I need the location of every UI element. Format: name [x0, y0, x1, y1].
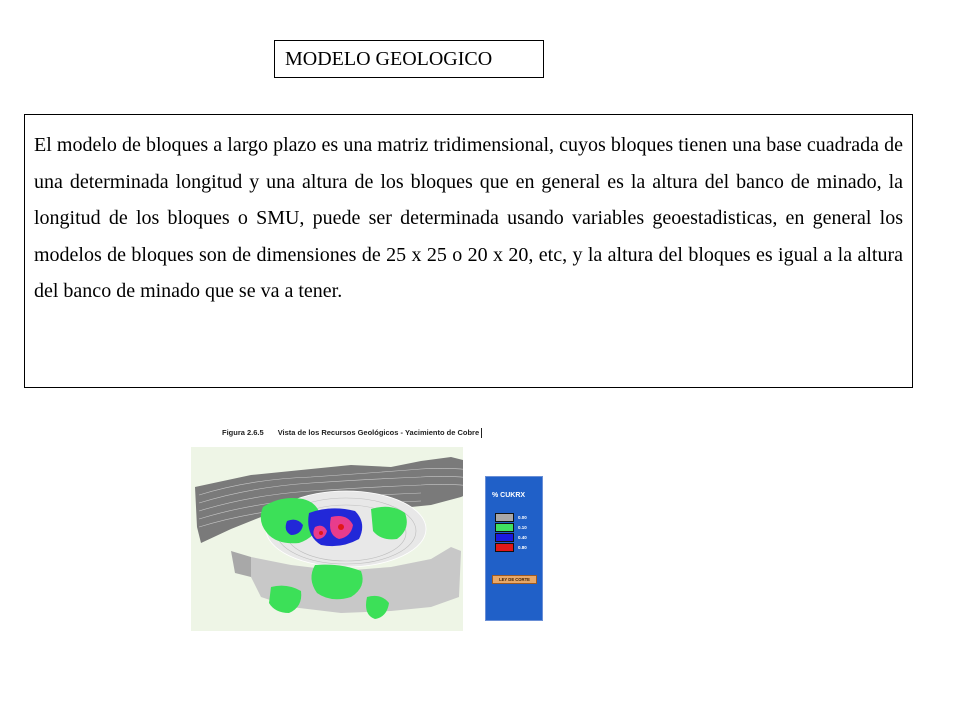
legend-swatch-red: [495, 543, 514, 552]
geological-model-3d-view: [191, 447, 483, 631]
figure-caption-text: Vista de los Recursos Geológicos - Yacimiento de Cobre: [277, 428, 480, 437]
figure-caption: [222, 428, 482, 438]
slide-title: [274, 40, 544, 78]
figure-number: Figura 2.6.5: [222, 428, 264, 437]
slide-title-text: MODELO GEOLOGICO: [285, 47, 493, 70]
grade-legend-panel: [485, 476, 543, 621]
legend-item: [495, 513, 541, 523]
legend-value: 0.10: [518, 525, 527, 530]
legend-title: % CUKRX: [492, 492, 526, 499]
legend-value: 0.80: [518, 545, 527, 550]
legend-value: 0.00: [518, 515, 527, 520]
legend-item: [495, 523, 541, 533]
legend-swatch-grey: [495, 513, 514, 522]
body-text-box: [24, 114, 913, 388]
text-cursor: [481, 428, 482, 438]
legend-value: 0.40: [518, 535, 527, 540]
legend-swatch-green: [495, 523, 514, 532]
legend-item: [495, 533, 541, 543]
legend-swatch-blue: [495, 533, 514, 542]
legend-item: [495, 543, 541, 553]
body-paragraph: El modelo de bloques a largo plazo es una matriz tridimensional, cuyos bloques tienen una base cuadrada de una determinada longitud y una altura de los bloques que en general es la altura del banco de minado, la longitud de los bloques o SMU, puede ser determinada usando variables geoestadisticas, en general los modelos de bloques son de dimensiones de 25 x 25 o 20 x 20, etc, y la altura del bloques es igual a la altura del banco de minado que se va a tener.: [34, 134, 903, 302]
cutoff-grade-button[interactable]: LEY DE CORTE: [492, 575, 537, 584]
